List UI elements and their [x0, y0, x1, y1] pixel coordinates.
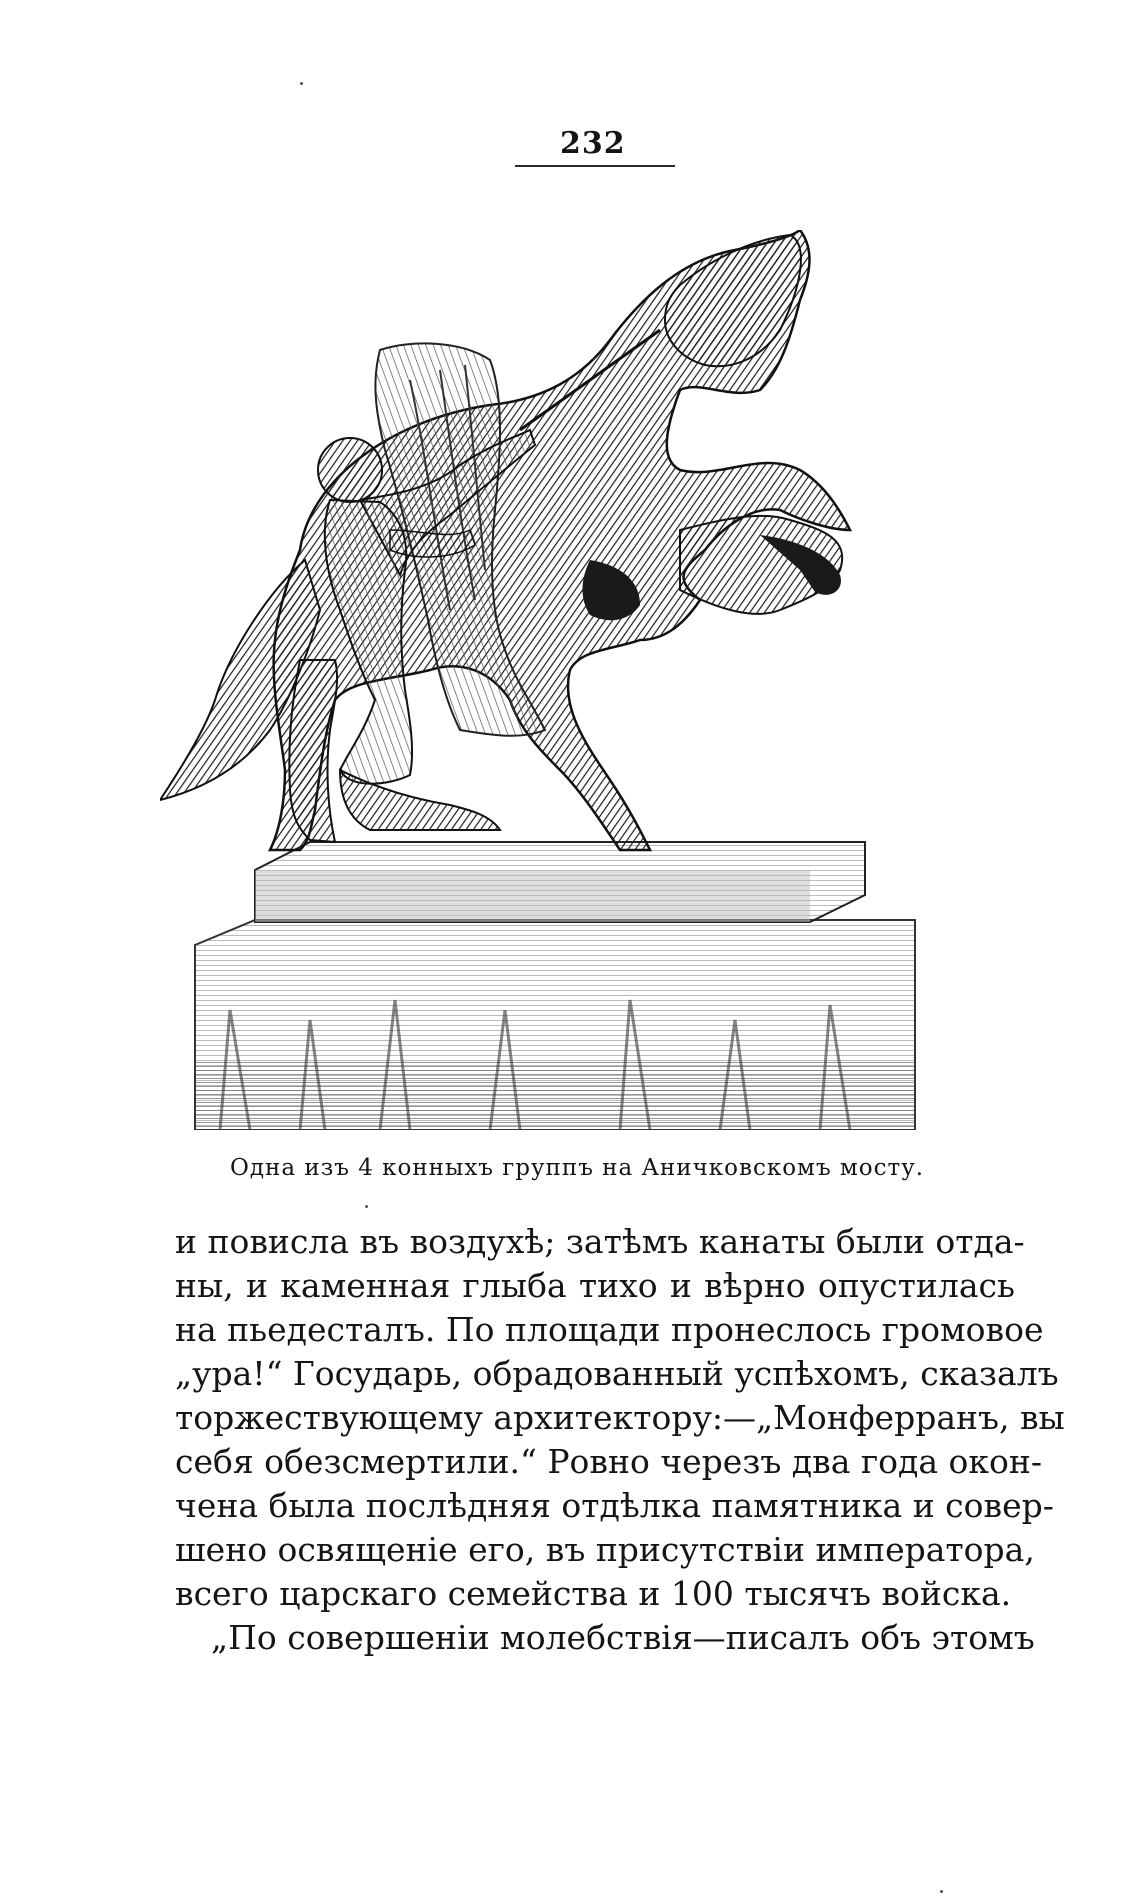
paper-speck: [300, 82, 303, 85]
text-line: „По совершеніи молебствія—писалъ объ этомъ: [211, 1618, 1035, 1657]
pedestal-base: [195, 920, 915, 1130]
text-line: чена была послѣдняя отдѣлка памятника и совер-: [175, 1486, 1054, 1525]
text-line: на пьедесталъ. По площади пронеслось громовое: [175, 1310, 1044, 1349]
text-line: всего царскаго семейства и 100 тысячъ войска.: [175, 1574, 1012, 1613]
text-line: и повисла въ воздухѣ; затѣмъ канаты были отда-: [175, 1222, 1025, 1261]
text-line: шено освященіе его, въ присутствіи императора,: [175, 1530, 1035, 1569]
text-line: себя обезсмертили.“ Ровно черезъ два года окон-: [175, 1442, 1043, 1481]
pedestal-plinth: [255, 842, 865, 922]
horse-hind-legs: [289, 660, 337, 842]
paper-speck: [365, 1205, 368, 1208]
text-line: ны, и каменная глыба тихо и вѣрно опустилась: [175, 1266, 1015, 1305]
paper-speck: [940, 1890, 943, 1893]
figure-caption: Одна изъ 4 конныхъ группъ на Аничковскомъ мосту.: [230, 1155, 925, 1181]
text-line: „ура!“ Государь, обрадованный успѣхомъ, сказалъ: [175, 1354, 1059, 1393]
horse-sculpture-illustration: [160, 230, 1005, 1130]
text-line: торжествующему архитектору:—„Монферранъ, вы: [175, 1398, 1065, 1437]
page-number: 232: [560, 126, 626, 161]
body-text: [175, 1220, 1065, 1660]
page-number-rule: [515, 165, 675, 167]
